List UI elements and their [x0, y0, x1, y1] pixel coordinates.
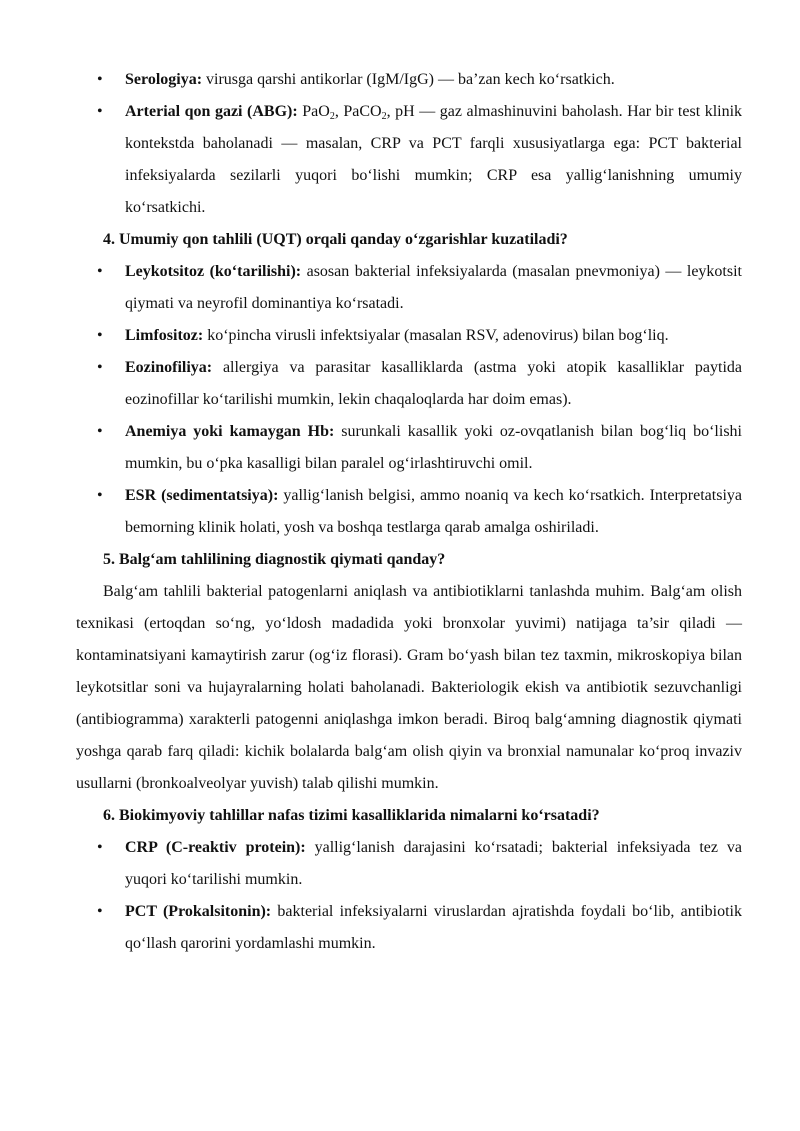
bullet-text: bakterial infeksiyalarni viruslardan ajratishda foydali bo‘lib, antibiotik qo‘llash qarorini yordamlashi mumkin.	[125, 903, 742, 952]
bullet-term: Leykotsitoz (ko‘tarilishi):	[125, 263, 302, 280]
bullet-serologiya	[76, 64, 742, 96]
pao2-label: PaO	[302, 103, 330, 120]
section-heading-4: 4. Umumiy qon tahlili (UQT) orqali qanday o‘zgarishlar kuzatiladi?	[103, 231, 568, 248]
bullet-term: Serologiya:	[125, 71, 203, 88]
section-heading-5: 5. Balg‘am tahlilining diagnostik qiymati qanday?	[103, 551, 446, 568]
bullet-anemiya	[76, 416, 742, 480]
bullet-term: CRP (C-reaktiv protein):	[125, 839, 306, 856]
bullet-text: yallig‘lanish belgisi, ammo noaniq va kech ko‘rsatkich. Interpretatsiya bemorning klinik holati, yosh va boshqa testlarga qarab amalga oshiriladi.	[125, 487, 742, 536]
bullet-term: PCT (Prokalsitonin):	[125, 903, 272, 920]
bullet-term: Anemiya yoki kamaygan Hb:	[125, 423, 335, 440]
bullet-term: Eozinofiliya:	[125, 359, 213, 376]
bullet-text: allergiya va parasitar kasalliklarda (astma yoki atopik kasalliklar paytida eozinofillar ko‘tarilishi mumkin, lekin chaqaloqlarda har doim emas).	[125, 359, 742, 408]
bullet-crp	[76, 832, 742, 896]
bullet-term: Arterial qon gazi (ABG):	[125, 103, 298, 120]
bullet-leykotsitoz	[76, 256, 742, 320]
pao2-subscript: 2	[329, 111, 335, 122]
bullet-limfositoz	[76, 320, 742, 352]
bullet-text: ko‘pincha virusli infektsiyalar (masalan RSV, adenovirus) bilan bog‘liq.	[203, 327, 669, 344]
bullet-term: Limfositoz:	[125, 327, 204, 344]
bullet-text: surunkali kasallik yoki oz-ovqatlanish bilan bog‘liq bo‘lishi mumkin, bu o‘pka kasalligi bilan paralel og‘irlashtiruvchi omil.	[125, 423, 742, 472]
body-paragraph: Balg‘am tahlili bakterial patogenlarni aniqlash va antibiotiklarni tanlashda muhim. Balg‘am olish texnikasi (ertoqdan so‘ng, yo‘ldosh madadida yoki bronxolar yuvimi) natijaga ta’sir qiladi — kontaminatsiyani kamaytirish zarur (og‘iz florasi). Gram bo‘yash bilan tez taxmin, mikroskopiya bilan leykotsitlar soni va hujayralarning holati baholanadi. Bakteriologik ekish va antibiotik sezuvchanligi (antibiogramma) xarakterli patogenni aniqlashga imkon beradi. Biroq balg‘amning diagnostik qiymati yoshga qarab farq qiladi: kichik bolalarda balg‘am olish qiyin va bronxial namunalar ko‘proq invaziv usullarni (bronkoalveolyar yuvish) talab qilishi mumkin.	[76, 583, 742, 792]
bullet-term: ESR (sedimentatsiya):	[125, 487, 279, 504]
bullet-abg	[76, 96, 742, 224]
bullet-esr	[76, 480, 742, 544]
bullet-eozinofiliya	[76, 352, 742, 416]
bullet-text: yallig‘lanish darajasini ko‘rsatadi; bakterial infeksiyada tez va yuqori ko‘tarilishi mumkin.	[125, 839, 742, 888]
paco2-subscript: 2	[381, 111, 387, 122]
paco2-label: PaCO	[343, 103, 382, 120]
bullet-pct	[76, 896, 742, 960]
bullet-text: asosan bakterial infeksiyalarda (masalan pnevmoniya) — leykotsit qiymati va neyrofil dominantiya ko‘rsatadi.	[125, 263, 742, 312]
bullet-text: virusga qarshi antikorlar (IgM/IgG) — ba’zan kech ko‘rsatkich.	[202, 71, 615, 88]
section-heading-6: 6. Biokimyoviy tahlillar nafas tizimi kasalliklarida nimalarni ko‘rsatadi?	[103, 807, 600, 824]
bullet-text: , pH — gaz almashinuvini baholash. Har bir test klinik kontekstda baholanadi — masalan, CRP va PCT farqli xususiyatlarga ega: PCT bakterial infeksiyalarda sezilarli yuqori bo‘lishi mumkin; CRP esa yallig‘lanishning umumiy ko‘rsatkichi.	[125, 103, 743, 216]
separator: ,	[334, 103, 344, 120]
